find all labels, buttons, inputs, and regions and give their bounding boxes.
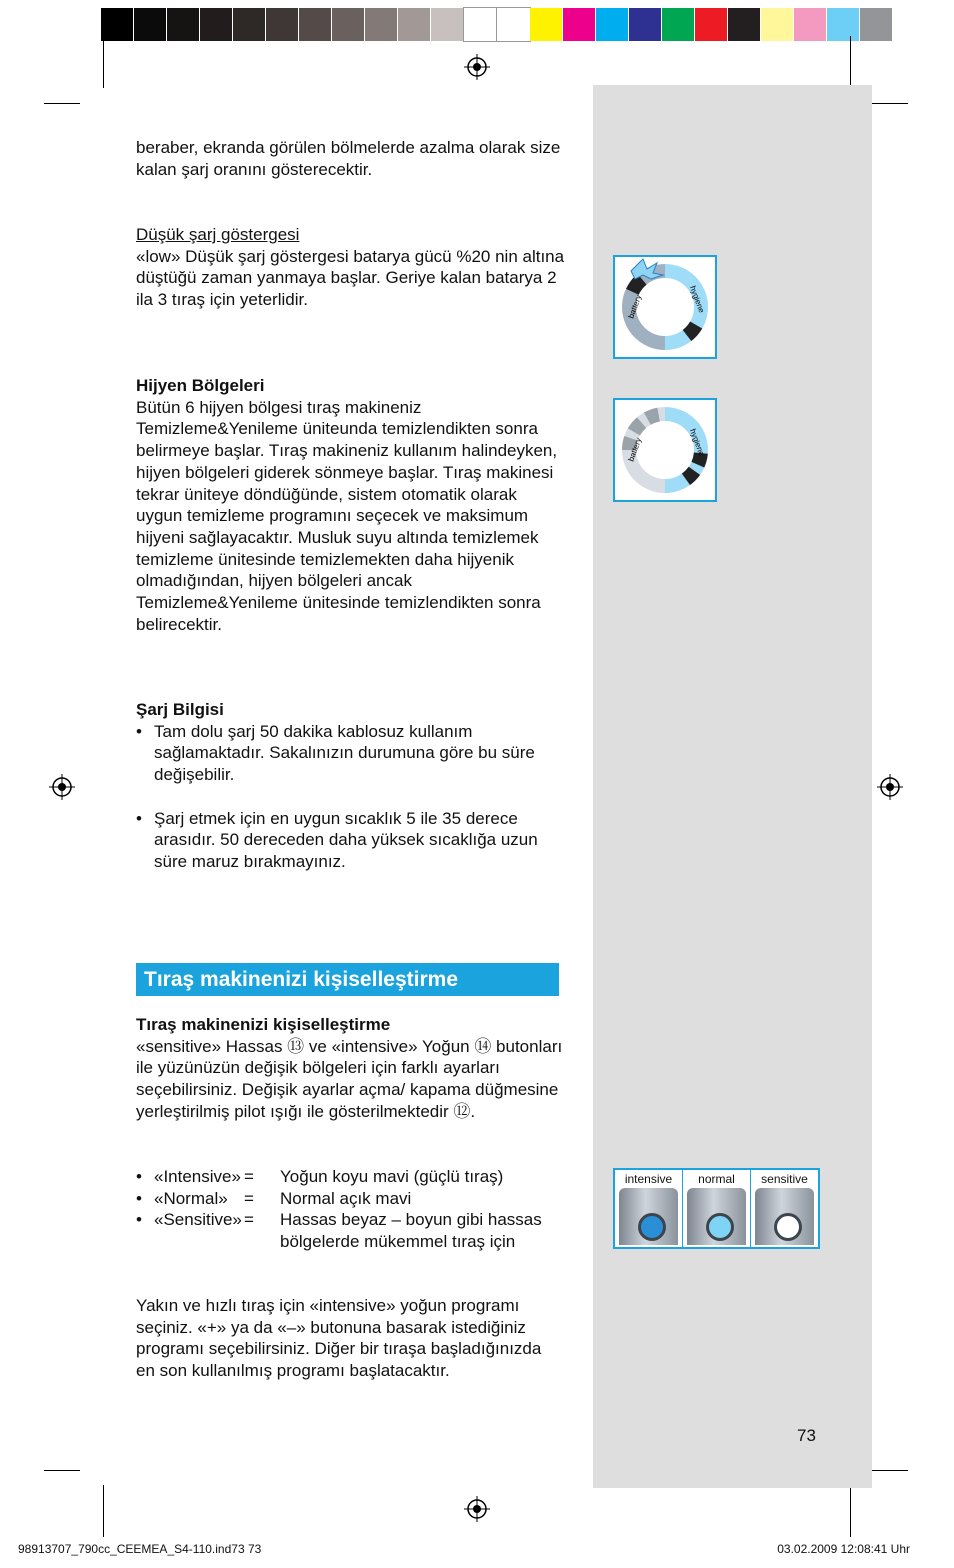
bullet: •	[136, 1188, 142, 1208]
personalize-text: «sensitive» Hassas ⑬ ve «intensive» Yoğun ⑭ butonları ile yüzünüzün değişik bölgeleri için farklı ayarları seçebilirsiniz. Değişik ayarlar açma/ kapama düğmesine yerleştirilmiş pilot ışığı ile gösterilmektedir ⑫.	[136, 1036, 563, 1121]
mode-desc: Yoğun koyu mavi (güçlü tıraş)	[280, 1167, 504, 1186]
color-swatch	[695, 8, 728, 41]
personalize-section	[136, 1014, 564, 1123]
charge-info-section	[136, 699, 566, 873]
color-swatch	[167, 8, 200, 41]
shaver-image	[687, 1188, 746, 1245]
mode-eq: =	[244, 1188, 254, 1208]
mode-desc: Normal açık mavi	[280, 1188, 412, 1208]
bullet: •	[136, 721, 142, 741]
crop-mark	[872, 103, 908, 104]
hygiene-section	[136, 375, 566, 635]
color-swatch	[761, 8, 794, 41]
list-item	[136, 1188, 566, 1210]
footer-date: 03.02.2009 12:08:41 Uhr	[777, 1542, 910, 1556]
mode-label: intensive	[624, 1172, 673, 1186]
dial-label: hygiene	[688, 427, 707, 458]
color-swatch	[728, 8, 761, 41]
low-charge-title: Düşük şarj göstergesi	[136, 225, 300, 244]
color-swatch	[860, 8, 893, 41]
color-swatch	[365, 8, 398, 41]
color-swatch	[464, 8, 497, 41]
mode-label: normal	[698, 1172, 735, 1186]
color-swatch	[431, 8, 464, 41]
color-swatch	[827, 8, 860, 41]
shaver-image	[755, 1188, 814, 1245]
color-swatch	[530, 8, 563, 41]
hygiene-figure	[613, 398, 717, 502]
crop-mark	[44, 103, 80, 104]
low-charge-section	[136, 224, 566, 311]
crop-mark	[872, 1470, 908, 1471]
charge-info-title: Şarj Bilgisi	[136, 700, 224, 719]
color-swatch	[794, 8, 827, 41]
mode-desc: Hassas beyaz – boyun gibi hassas bölgelerde mükemmel tıraş için	[280, 1210, 542, 1252]
crop-mark	[103, 1485, 104, 1537]
mode-name: «Normal»	[154, 1188, 228, 1208]
mode-panel-intensive	[615, 1170, 683, 1247]
section-heading: Tıraş makinenizi kişiselleştirme	[136, 963, 559, 996]
dial-label: hygiene	[688, 284, 707, 315]
shaver-image	[619, 1188, 678, 1245]
color-swatch	[629, 8, 662, 41]
color-swatch	[596, 8, 629, 41]
registration-mark-icon	[464, 54, 490, 80]
pilot-light-icon	[774, 1213, 802, 1241]
registration-mark-icon	[49, 774, 75, 800]
crop-mark	[850, 36, 851, 88]
hygiene-text: Bütün 6 hijyen bölgesi tıraş makineniz Temizleme&Yenileme üniteunda temizlendikten sonra belirmeye başlar. Tıraş makineniz kullanım halindeyken, hijyen bölgeleri giderek sönmeye başlar. Tıraş makinesi tekrar üniteye döndüğünde, sistem otomatik olarak uygun temizleme programını seçecek ve maksimum hijyeni sağlayacaktır. Musluk suyu altında temizlemek temizleme ünitesinde temizlemekten daha hijyenik olmadığından, hijyen bölgeleri ancak Temizleme&Yenileme ünitesinde temizlendikten sonra belirecektir.	[136, 397, 558, 634]
mode-name: «Intensive»	[154, 1167, 241, 1186]
mode-list	[136, 1166, 566, 1253]
intro-paragraph	[136, 137, 566, 180]
low-charge-text: «low» Düşük şarj göstergesi batarya gücü %20 nin altına düştüğü zaman yanmaya başlar. Geriye kalan batarya 2 ila 3 tıraş için yeterlidir.	[136, 246, 565, 310]
color-swatch	[233, 8, 266, 41]
pilot-light-icon	[706, 1213, 734, 1241]
color-swatch	[299, 8, 332, 41]
color-swatch	[563, 8, 596, 41]
color-swatch	[101, 8, 134, 41]
list-item	[136, 1209, 566, 1252]
charge-bullet-text: Tam dolu şarj 50 dakika kablosuz kullanım sağlamaktadır. Sakalınızın durumuna göre bu süre değişebilir.	[154, 721, 535, 785]
intro-text: beraber, ekranda görülen bölmelerde azalma olarak size kalan şarj oranını gösterecektir.	[136, 138, 561, 179]
bullet: •	[136, 808, 142, 828]
color-swatch	[134, 8, 167, 41]
crop-mark	[44, 1470, 80, 1471]
footer-file-info: 98913707_790cc_CEEMEA_S4-110.ind73 73	[18, 1542, 262, 1556]
personalize-title: Tıraş makinenizi kişiselleştirme	[136, 1015, 391, 1034]
color-calibration-bar	[101, 8, 893, 41]
color-swatch	[497, 8, 530, 41]
mode-panel-sensitive	[751, 1170, 818, 1247]
registration-mark-icon	[464, 1496, 490, 1522]
mode-name: «Sensitive»	[154, 1210, 242, 1230]
hygiene-title: Hijyen Bölgeleri	[136, 376, 265, 395]
mode-panel-normal	[683, 1170, 751, 1247]
battery-dial-icon	[615, 257, 715, 357]
list-item	[136, 1166, 566, 1188]
pilot-light-icon	[638, 1213, 666, 1241]
crop-mark	[850, 1485, 851, 1537]
color-swatch	[200, 8, 233, 41]
mode-label: sensitive	[761, 1172, 808, 1186]
registration-mark-icon	[877, 774, 903, 800]
dial-label: battery	[626, 293, 644, 320]
color-swatch	[266, 8, 299, 41]
closing-paragraph	[136, 1295, 561, 1382]
color-swatch	[398, 8, 431, 41]
bullet: •	[136, 1210, 142, 1230]
mode-eq: =	[244, 1167, 254, 1186]
low-charge-figure	[613, 255, 717, 359]
modes-figure	[613, 1168, 820, 1249]
color-swatch	[662, 8, 695, 41]
color-swatch	[332, 8, 365, 41]
dial-label: battery	[626, 436, 644, 463]
list-item	[136, 721, 566, 786]
charge-bullet-text: Şarj etmek için en uygun sıcaklık 5 ile 35 derece arasıdır. 50 dereceden daha yüksek sıcaklığa uzun süre maruz bırakmayınız.	[154, 808, 538, 871]
list-item	[136, 808, 566, 873]
page-number: 73	[797, 1426, 816, 1445]
bullet: •	[136, 1167, 142, 1186]
hygiene-dial-icon	[615, 400, 715, 500]
crop-mark	[103, 36, 104, 88]
closing-text: Yakın ve hızlı tıraş için «intensive» yoğun programı seçiniz. «+» ya da «–» butonuna basarak istediğiniz programı seçebilirsiniz. Diğer bir tıraşa başladığınızda en son kullanılmış programı başlatacaktır.	[136, 1296, 542, 1381]
mode-eq: =	[244, 1210, 254, 1230]
